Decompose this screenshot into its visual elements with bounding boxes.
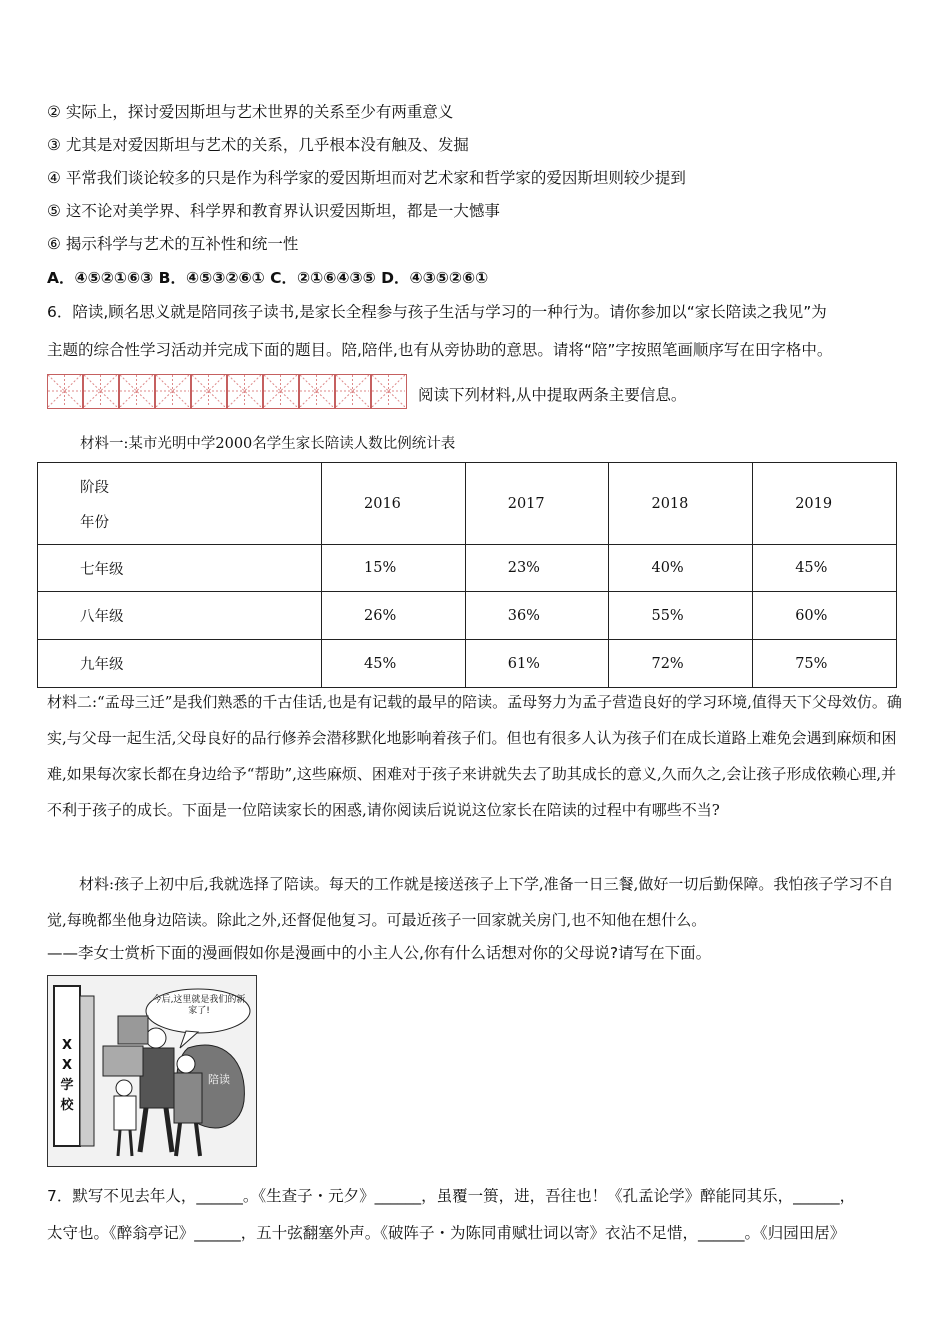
table-corner-cell xyxy=(38,463,322,545)
value-cell: 55% xyxy=(609,592,753,640)
year-cell: 2018 xyxy=(609,463,753,545)
answer-choices: A．④⑤②①⑥③ B．④⑤③②⑥① C．②①⑥④③⑤ D．④③⑤②⑥① xyxy=(47,269,489,287)
tianzige-grid[interactable] xyxy=(47,374,407,409)
grade-cell: 八年级 xyxy=(38,592,322,640)
grade-cell: 九年级 xyxy=(38,640,322,688)
value-cell: 75% xyxy=(753,640,897,688)
comic-bubble: 今后,这里就是我们的新家了! xyxy=(152,995,246,1016)
table-row xyxy=(38,640,897,688)
tianzige-cell[interactable] xyxy=(83,374,119,409)
value-cell: 45% xyxy=(322,640,466,688)
option-4: ④ 平常我们谈论较多的只是作为科学家的爱因斯坦而对艺术家和哲学家的爱因斯坦则较少提到 xyxy=(47,169,686,187)
table-row xyxy=(38,545,897,592)
tianzige-cell[interactable] xyxy=(119,374,155,409)
tianzige-cell[interactable] xyxy=(191,374,227,409)
value-cell: 45% xyxy=(753,545,897,592)
value-cell: 36% xyxy=(465,592,609,640)
value-cell: 40% xyxy=(609,545,753,592)
table-header-row xyxy=(38,463,897,545)
value-cell: 23% xyxy=(465,545,609,592)
tianzige-cell[interactable] xyxy=(155,374,191,409)
value-cell: 60% xyxy=(753,592,897,640)
q7-line1: 7．默写不见去年人，______。《生查子・元夕》______，虽覆一篑，进，吾往也！《孔孟论学》醉能同其乐，______， xyxy=(47,1187,856,1205)
comic-bag-label: 陪读 xyxy=(208,1073,230,1086)
table-title: 材料一:某市光明中学2000名学生家长陪读人数比例统计表 xyxy=(80,436,456,452)
comic-school-sign: XX学校 xyxy=(60,1038,74,1113)
stat-table xyxy=(37,462,897,688)
header-stage: 阶段 xyxy=(80,479,109,496)
tianzige-cell[interactable] xyxy=(335,374,371,409)
option-3: ③ 尤其是对爱因斯坦与艺术的关系，几乎根本没有触及、发掘 xyxy=(47,136,469,154)
option-6: ⑥ 揭示科学与艺术的互补性和统一性 xyxy=(47,235,299,253)
grade-cell: 七年级 xyxy=(38,545,322,592)
material-three: 材料:孩子上初中后,我就选择了陪读。每天的工作就是接送孩子上下学,准备一日三餐,做好一切后勤保障。我怕孩子学习不自觉,每晚都坐他身边陪读。除此之外,还督促他复习。可最近孩子一回家就关房门,也不知他在想什么。 xyxy=(47,875,894,929)
year-cell: 2019 xyxy=(753,463,897,545)
header-year: 年份 xyxy=(80,514,109,531)
q6-instruction: 阅读下列材料,从中提取两条主要信息。 xyxy=(418,386,687,404)
tianzige-cell[interactable] xyxy=(263,374,299,409)
year-cell: 2016 xyxy=(322,463,466,545)
value-cell: 15% xyxy=(322,545,466,592)
signature-line: ——李女士赏析下面的漫画假如你是漫画中的小主人公,你有什么话想对你的父母说?请写在下面。 xyxy=(47,944,712,962)
q7-line2: 太守也。《醉翁亭记》______，五十弦翻塞外声。《破阵子・为陈同甫赋壮词以寄》衣沾不足惜，______。《归园田居》 xyxy=(47,1224,846,1242)
q6-line1: 6．陪读,顾名思义就是陪同孩子读书,是家长全程参与孩子生活与学习的一种行为。请你参加以“家长陪读之我见”为 xyxy=(47,303,827,321)
value-cell: 26% xyxy=(322,592,466,640)
tianzige-cell[interactable] xyxy=(47,374,83,409)
table-row xyxy=(38,592,897,640)
tianzige-cell[interactable] xyxy=(371,374,407,409)
option-5: ⑤ 这不论对美学界、科学界和教育界认识爱因斯坦，都是一大憾事 xyxy=(47,202,500,220)
tianzige-cell[interactable] xyxy=(299,374,335,409)
cartoon-image xyxy=(47,975,257,1167)
q6-line2: 主题的综合性学习活动并完成下面的题目。陪,陪伴,也有从旁协助的意思。请将“陪”字按照笔画顺序写在田字格中。 xyxy=(47,341,833,359)
option-2: ② 实际上，探讨爱因斯坦与艺术世界的关系至少有两重意义 xyxy=(47,103,454,121)
tianzige-cell[interactable] xyxy=(227,374,263,409)
value-cell: 72% xyxy=(609,640,753,688)
value-cell: 61% xyxy=(465,640,609,688)
year-cell: 2017 xyxy=(465,463,609,545)
material-two: 材料二:“孟母三迁”是我们熟悉的千古佳话,也是有记载的最早的陪读。孟母努力为孟子营造良好的学习环境,值得天下父母效仿。确实,与父母一起生活,父母良好的品行修养会潜移默化地影响着孩子们。但也有很多人认为孩子们在成长道路上难免会遇到麻烦和困难,如果每次家长都在身边给予“帮助”,这些麻烦、困难对于孩子来讲就失去了助其成长的意义,久而久之,会让孩子形成依赖心理,并不利于孩子的成长。下面是一位陪读家长的困惑,请你阅读后说说这位家长在陪读的过程中有哪些不当? xyxy=(47,693,902,819)
